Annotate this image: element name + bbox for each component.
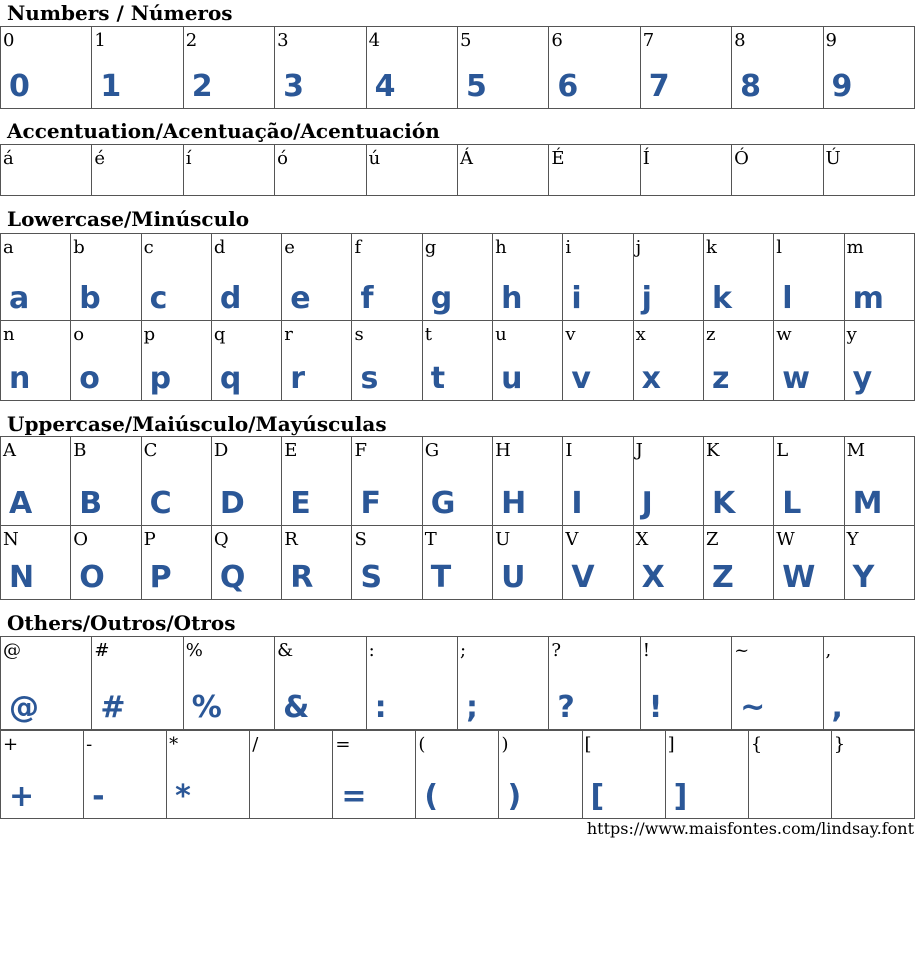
character-label: M [846, 440, 865, 461]
character-label: t [424, 324, 433, 345]
character-label: K [705, 440, 720, 461]
glyph-cell [352, 234, 422, 321]
font-sample-glyph: m [852, 281, 884, 316]
font-sample-glyph: p [149, 361, 172, 396]
font-sample-glyph: + [9, 779, 35, 814]
font-sample-glyph: 2 [191, 69, 213, 104]
glyph-cell [549, 145, 640, 196]
font-sample-glyph: b [79, 281, 101, 316]
character-label: = [335, 734, 351, 755]
glyph-cell [774, 526, 844, 600]
glyph-cell [563, 437, 633, 526]
character-label: , [825, 640, 832, 661]
character-label: l [776, 237, 783, 258]
glyph-cell [499, 731, 582, 819]
character-label: @ [3, 640, 21, 661]
font-sample-glyph: e [290, 281, 311, 316]
glyph-cell [71, 234, 141, 321]
font-sample-glyph: u [501, 361, 523, 396]
glyph-cell [457, 145, 548, 196]
glyph-cell [457, 637, 548, 730]
glyph-cell [422, 321, 492, 401]
character-label: Ó [734, 148, 749, 169]
glyph-cell [774, 234, 844, 321]
font-sample-glyph: ! [648, 690, 663, 725]
font-sample-glyph: : [374, 690, 387, 725]
character-label: % [185, 640, 203, 661]
font-sample-glyph: J [641, 486, 653, 521]
character-label: q [213, 324, 226, 345]
glyph-cell [640, 637, 731, 730]
glyph-cell [774, 437, 844, 526]
font-sample-glyph: Q [219, 560, 246, 595]
font-sample-glyph: r [290, 361, 305, 396]
character-label: V [565, 529, 579, 550]
character-label: Ú [825, 148, 841, 169]
glyph-cell [844, 321, 914, 401]
character-label: h [495, 237, 507, 258]
character-label: A [3, 440, 16, 461]
font-sample-glyph: x [641, 361, 662, 396]
font-sample-glyph: 7 [648, 69, 670, 104]
character-label: ~ [734, 640, 750, 661]
glyph-cell [493, 526, 563, 600]
character-label: + [3, 734, 19, 755]
character-label: H [495, 440, 511, 461]
glyph-cell [582, 731, 665, 819]
glyph-row [1, 234, 915, 321]
others-table-row-1 [0, 636, 915, 730]
font-sample-glyph: n [9, 361, 31, 396]
glyph-cell [1, 145, 92, 196]
font-sample-glyph: R [290, 560, 314, 595]
character-label: Q [213, 529, 229, 550]
glyph-cell [549, 27, 640, 109]
section-title-lowercase: Lowercase/Minúsculo [7, 207, 250, 231]
font-sample-glyph: & [283, 690, 310, 725]
character-label: w [776, 324, 792, 345]
font-sample-glyph: - [92, 779, 105, 814]
font-sample-glyph: , [831, 690, 843, 725]
character-label: u [495, 324, 507, 345]
font-sample-glyph: j [641, 281, 652, 316]
glyph-cell [333, 731, 416, 819]
glyph-cell [633, 234, 703, 321]
character-label: ó [277, 148, 289, 169]
glyph-cell [1, 437, 71, 526]
character-label: n [3, 324, 15, 345]
character-label: 0 [3, 30, 15, 51]
font-sample-glyph: @ [9, 690, 39, 725]
glyph-cell [366, 27, 457, 109]
glyph-cell [141, 321, 211, 401]
glyph-cell [493, 437, 563, 526]
font-sample-glyph: 8 [740, 69, 761, 104]
character-label: U [495, 529, 511, 550]
font-sample-glyph: S [360, 560, 383, 595]
character-label: 6 [551, 30, 563, 51]
character-label: 2 [185, 30, 198, 51]
font-sample-glyph: s [360, 361, 379, 396]
character-label: [ [584, 734, 592, 755]
character-label: 8 [734, 30, 746, 51]
character-label: 5 [459, 30, 472, 51]
character-label: O [73, 529, 89, 550]
glyph-cell [416, 731, 499, 819]
glyph-cell [703, 526, 773, 600]
character-label: á [3, 148, 14, 169]
glyph-cell [823, 27, 914, 109]
glyph-cell [703, 321, 773, 401]
glyph-cell [282, 526, 352, 600]
glyph-cell [549, 637, 640, 730]
glyph-cell [92, 27, 183, 109]
glyph-row [1, 321, 915, 401]
glyph-cell [183, 637, 274, 730]
glyph-cell [84, 731, 167, 819]
character-label: Í [642, 148, 650, 169]
font-sample-glyph: C [149, 486, 172, 521]
character-label: ; [459, 640, 467, 661]
character-label: g [424, 237, 437, 258]
others-table-row-2 [0, 730, 915, 819]
glyph-cell [352, 321, 422, 401]
glyph-cell [422, 526, 492, 600]
font-sample-glyph: ? [557, 690, 575, 725]
section-title-uppercase: Uppercase/Maiúsculo/Mayúsculas [7, 412, 387, 436]
font-sample-glyph: B [79, 486, 103, 521]
character-label: Y [846, 529, 859, 550]
glyph-cell [167, 731, 250, 819]
font-sample-glyph: q [219, 361, 242, 396]
character-label: e [284, 237, 295, 258]
character-label: é [94, 148, 106, 169]
character-label: - [86, 734, 93, 755]
glyph-cell [1, 526, 71, 600]
glyph-cell [563, 321, 633, 401]
glyph-cell [92, 637, 183, 730]
font-sample-glyph: g [430, 281, 453, 316]
character-label: ? [551, 640, 561, 661]
font-sample-glyph: 1 [100, 69, 122, 104]
glyph-cell [275, 145, 366, 196]
character-label: : [368, 640, 375, 661]
glyph-row [1, 637, 915, 730]
glyph-cell [275, 27, 366, 109]
font-sample-glyph: [ [590, 779, 605, 814]
character-label: s [354, 324, 364, 345]
character-label: C [143, 440, 158, 461]
font-sample-glyph: N [9, 560, 35, 595]
character-label: o [73, 324, 85, 345]
character-label: N [3, 529, 19, 550]
glyph-cell [71, 321, 141, 401]
character-label: X [635, 529, 649, 550]
font-sample-glyph: c [149, 281, 168, 316]
glyph-cell [366, 145, 457, 196]
character-label: # [94, 640, 110, 661]
footer-url: https://www.maisfontes.com/lindsay.font [586, 819, 914, 838]
glyph-cell [211, 526, 281, 600]
uppercase-table [0, 436, 915, 600]
glyph-cell [493, 321, 563, 401]
character-label: ú [368, 148, 381, 169]
glyph-cell [844, 526, 914, 600]
character-label: Z [705, 529, 719, 550]
character-label: I [565, 440, 573, 461]
character-label: p [143, 324, 156, 345]
glyph-cell [366, 637, 457, 730]
glyph-cell [422, 234, 492, 321]
font-sample-glyph: D [219, 486, 245, 521]
font-sample-glyph: 0 [9, 69, 30, 104]
character-label: z [705, 324, 716, 345]
character-label: S [354, 529, 367, 550]
character-label: y [846, 324, 857, 345]
glyph-cell [211, 321, 281, 401]
character-label: F [354, 440, 367, 461]
glyph-cell [732, 637, 823, 730]
character-label: b [73, 237, 85, 258]
glyph-cell [141, 437, 211, 526]
font-sample-glyph: d [219, 281, 242, 316]
character-label: k [705, 237, 717, 258]
character-label: B [73, 440, 87, 461]
glyph-row [1, 145, 915, 196]
font-sample-glyph: = [341, 779, 367, 814]
character-label: D [213, 440, 229, 461]
glyph-row [1, 526, 915, 600]
glyph-cell [732, 27, 823, 109]
glyph-cell [92, 145, 183, 196]
font-sample-glyph: 9 [831, 69, 853, 104]
glyph-cell [640, 27, 731, 109]
font-sample-glyph: o [79, 361, 100, 396]
font-sample-glyph: P [149, 560, 172, 595]
font-sample-glyph: ) [507, 779, 522, 814]
font-sample-glyph: a [9, 281, 30, 316]
font-sample-glyph: w [782, 361, 810, 396]
character-label: T [424, 529, 437, 550]
font-sample-glyph: V [571, 560, 595, 595]
glyph-cell [732, 145, 823, 196]
character-label: ) [501, 734, 509, 755]
character-label: J [635, 440, 643, 461]
font-sample-glyph: % [191, 690, 222, 725]
font-sample-glyph: 6 [557, 69, 579, 104]
character-label: 3 [277, 30, 289, 51]
glyph-cell [703, 437, 773, 526]
glyph-row [1, 731, 915, 819]
glyph-cell [748, 731, 831, 819]
glyph-cell [640, 145, 731, 196]
character-label: m [846, 237, 864, 258]
glyph-cell [250, 731, 333, 819]
glyph-cell [774, 321, 844, 401]
glyph-cell [211, 437, 281, 526]
font-sample-glyph: i [571, 281, 582, 316]
font-sample-glyph: W [782, 560, 816, 595]
glyph-cell [493, 234, 563, 321]
character-label: ! [642, 640, 650, 661]
glyph-cell [141, 234, 211, 321]
character-label: f [354, 237, 362, 258]
glyph-cell [844, 234, 914, 321]
glyph-cell [563, 526, 633, 600]
character-label: í [185, 148, 192, 169]
font-sample-glyph: ] [673, 779, 688, 814]
font-sample-glyph: y [852, 361, 873, 396]
font-sample-glyph: k [711, 281, 732, 316]
glyph-cell [282, 321, 352, 401]
font-sample-glyph: t [430, 361, 446, 396]
glyph-cell [352, 526, 422, 600]
character-label: P [143, 529, 156, 550]
glyph-row [1, 27, 915, 109]
font-sample-glyph: ; [465, 690, 478, 725]
font-sample-glyph: * [175, 779, 191, 814]
font-sample-glyph: 5 [465, 69, 487, 104]
glyph-row [1, 437, 915, 526]
font-sample-glyph: f [360, 281, 374, 316]
glyph-cell [1, 731, 84, 819]
character-label: v [565, 324, 576, 345]
font-sample-glyph: I [571, 486, 583, 521]
font-sample-glyph: F [360, 486, 381, 521]
glyph-cell [844, 437, 914, 526]
section-title-numbers: Numbers / Números [7, 1, 233, 25]
lowercase-table [0, 233, 915, 401]
character-label: L [776, 440, 789, 461]
character-label: E [284, 440, 298, 461]
font-sample-glyph: H [501, 486, 527, 521]
glyph-cell [352, 437, 422, 526]
character-label: 9 [825, 30, 837, 51]
character-label: & [277, 640, 294, 661]
character-label: * [169, 734, 179, 755]
glyph-cell [633, 437, 703, 526]
glyph-cell [282, 234, 352, 321]
font-sample-glyph: A [9, 486, 33, 521]
character-label: R [284, 529, 298, 550]
font-sample-glyph: 4 [374, 69, 396, 104]
character-label: Á [459, 148, 473, 169]
font-sample-glyph: ( [424, 779, 439, 814]
accentuation-table [0, 144, 915, 196]
glyph-cell [1, 637, 92, 730]
character-label: j [635, 237, 642, 258]
glyph-cell [422, 437, 492, 526]
character-label: G [424, 440, 440, 461]
character-label: d [213, 237, 226, 258]
glyph-cell [823, 145, 914, 196]
character-label: 4 [368, 30, 381, 51]
glyph-cell [703, 234, 773, 321]
font-sample-glyph: l [782, 281, 793, 316]
glyph-cell [71, 437, 141, 526]
glyph-cell [183, 145, 274, 196]
character-label: a [3, 237, 14, 258]
character-label: x [635, 324, 646, 345]
font-sample-glyph: 3 [283, 69, 305, 104]
font-sample-glyph: z [711, 361, 730, 396]
font-sample-glyph: E [290, 486, 311, 521]
glyph-cell [1, 321, 71, 401]
glyph-cell [457, 27, 548, 109]
character-label: É [551, 148, 565, 169]
character-label: r [284, 324, 293, 345]
glyph-cell [1, 27, 92, 109]
glyph-cell [633, 321, 703, 401]
font-sample-glyph: # [100, 690, 126, 725]
character-label: } [833, 734, 846, 755]
character-label: / [252, 734, 259, 755]
glyph-cell [1, 234, 71, 321]
section-title-accentuation: Accentuation/Acentuação/Acentuación [7, 119, 440, 143]
font-sample-glyph: L [782, 486, 802, 521]
character-label: ( [418, 734, 426, 755]
font-sample-glyph: O [79, 560, 105, 595]
glyph-cell [183, 27, 274, 109]
numbers-table [0, 26, 915, 109]
glyph-cell [71, 526, 141, 600]
font-sample-glyph: U [501, 560, 526, 595]
glyph-cell [275, 637, 366, 730]
font-sample-glyph: G [430, 486, 456, 521]
character-label: c [143, 237, 154, 258]
font-sample-glyph: ~ [740, 690, 766, 725]
glyph-cell [823, 637, 914, 730]
glyph-cell [211, 234, 281, 321]
glyph-cell [665, 731, 748, 819]
font-sample-glyph: X [641, 560, 665, 595]
glyph-cell [633, 526, 703, 600]
font-sample-glyph: K [711, 486, 736, 521]
glyph-cell [831, 731, 914, 819]
character-label: { [750, 734, 763, 755]
font-sample-glyph: v [571, 361, 591, 396]
font-sample-glyph: h [501, 281, 523, 316]
character-label: 7 [642, 30, 655, 51]
glyph-cell [141, 526, 211, 600]
glyph-cell [282, 437, 352, 526]
font-sample-glyph: Y [852, 560, 875, 595]
character-label: i [565, 237, 572, 258]
font-sample-glyph: Z [711, 560, 734, 595]
section-title-others: Others/Outros/Otros [7, 611, 236, 635]
character-label: 1 [94, 30, 106, 51]
character-label: W [776, 529, 795, 550]
font-sample-glyph: T [430, 560, 452, 595]
font-sample-glyph: M [852, 486, 883, 521]
character-label: ] [667, 734, 675, 755]
glyph-cell [563, 234, 633, 321]
